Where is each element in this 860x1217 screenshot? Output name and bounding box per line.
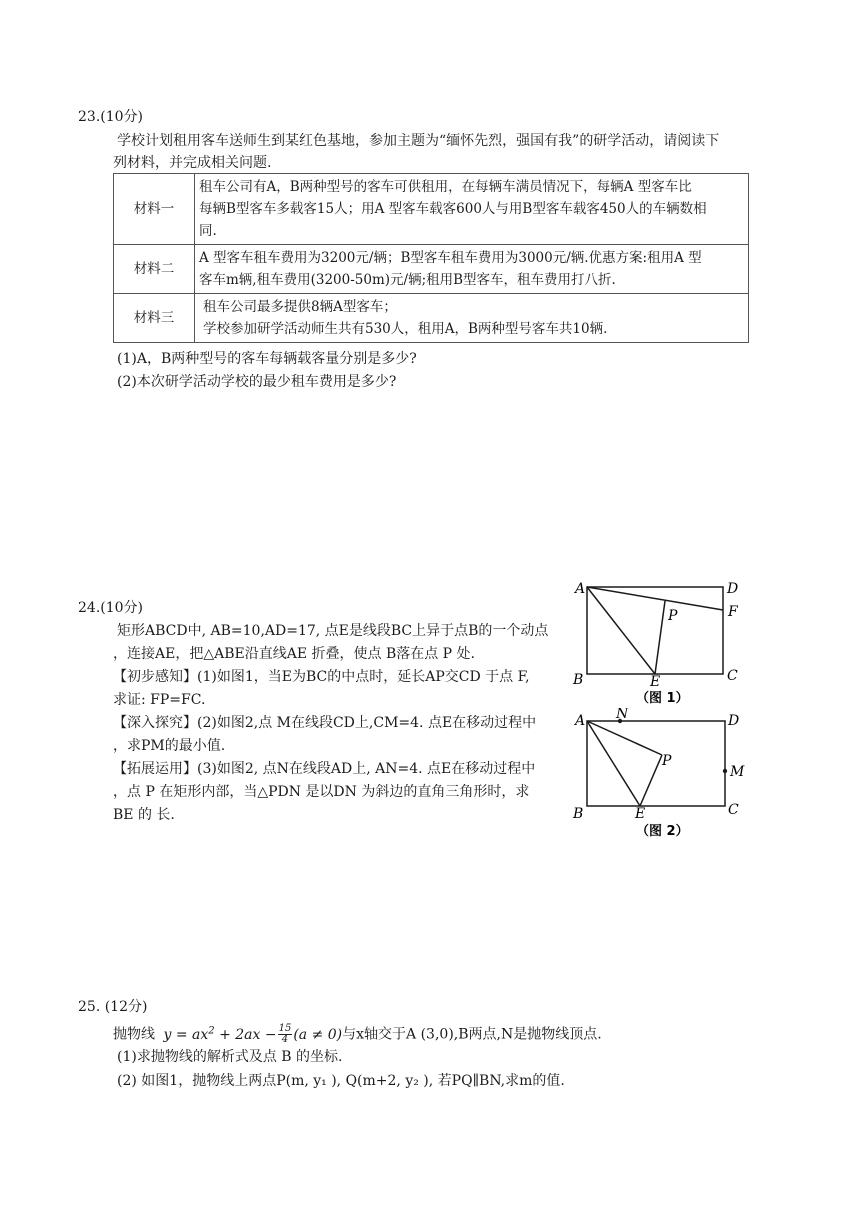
fig1-label-E: E xyxy=(650,674,661,690)
q24-line7: 【拓展运用】(3)如图2, 点N在线段AD上, AN=4. 点E在移动过程中 xyxy=(113,761,536,777)
material-content-1 xyxy=(195,174,749,245)
q23-sub1: (1)A，B两种型号的客车每辆载客量分别是多少? xyxy=(117,351,417,367)
q23-intro-line1: 学校计划租用客车送师生到某红色基地，参加主题为“缅怀先烈，强国有我”的研学活动，请阅读下 xyxy=(117,133,720,149)
q25-sub2: (2) 如图1，抛物线上两点P(m, y₁ ), Q(m+2, y₂ ), 若PQ∥BN,求m的值. xyxy=(117,1073,565,1089)
fig1-label-P: P xyxy=(668,608,678,624)
material-3-line1: 租车公司最多提供8辆A型客车； xyxy=(203,299,397,315)
material-row-3 xyxy=(114,294,749,343)
fig2-point-M xyxy=(723,769,727,773)
q24-line8: ，点 P 在矩形内部，当△PDN 是以DN 为斜边的直角三角形时，求 xyxy=(113,784,530,800)
q24-line3: 【初步感知】(1)如图1，当E为BC的中点时，延长AP交CD 于点 F, xyxy=(113,669,530,685)
q24-line2: ，连接AE，把△ABE沿直线AE 折叠，使点 B落在点 P 处. xyxy=(113,646,476,662)
q23-materials-table xyxy=(113,173,749,343)
material-2-line2: 客车m辆,租车费用(3200-50m)元/辆;租用B型客车，租车费用打八折. xyxy=(199,272,616,288)
q25-eq-square: 2 xyxy=(208,1025,215,1036)
fig2-rectangle xyxy=(587,721,725,806)
q23-intro-line2: 列材料，并完成相关问题. xyxy=(113,155,272,171)
q23-number: 23.(10分) xyxy=(78,109,144,125)
fig2-label-P: P xyxy=(662,753,672,769)
fig2-label-B: B xyxy=(573,806,584,822)
material-label-3: 材料三 xyxy=(114,294,195,343)
material-label-2: 材料二 xyxy=(114,245,195,294)
fig1-line-AE xyxy=(587,587,655,674)
fig1-label-F: F xyxy=(728,604,738,620)
fig2-label-C: C xyxy=(728,802,739,818)
fig2-label-A: A xyxy=(575,713,586,729)
q25-number: 25. (12分) xyxy=(78,999,148,1015)
material-content-3 xyxy=(195,294,749,343)
material-1-line1: 租车公司有A，B两种型号的客车可供租用，在每辆车满员情况下，每辆A 型客车比 xyxy=(199,179,692,195)
q25-line1-suffix: 与x轴交于A (3,0),B两点,N是抛物线顶点. xyxy=(342,1026,602,1043)
material-row-2 xyxy=(114,245,749,294)
q24-line5: 【深入探究】(2)如图2,点 M在线段CD上,CM=4. 点E在移动过程中 xyxy=(113,715,537,731)
figure-1 xyxy=(570,578,750,708)
q25-eq-y: y = ax xyxy=(163,1026,209,1043)
material-label-1: 材料一 xyxy=(114,174,195,245)
fig2-caption: （图 2） xyxy=(636,824,689,839)
fig1-line-AF xyxy=(587,587,723,610)
q24-line6: ，求PM的最小值. xyxy=(113,738,226,754)
fig1-label-B: B xyxy=(573,672,584,688)
fig2-label-E: E xyxy=(635,806,646,822)
fig1-rectangle xyxy=(587,587,723,674)
q25-equation xyxy=(163,1023,343,1046)
fig2-label-D: D xyxy=(728,713,740,729)
material-2-line1: A 型客车租车费用为3200元/辆；B型客车租车费用为3000元/辆.优惠方案:租用A 型 xyxy=(199,250,702,266)
fig1-line-PE xyxy=(655,601,665,674)
q25-eq-cond: (a ≠ 0) xyxy=(293,1026,343,1043)
fig2-line-PE xyxy=(640,755,662,806)
q25-fraction xyxy=(278,1024,293,1045)
q25-frac-num: 15 xyxy=(278,1023,292,1035)
figure-2 xyxy=(570,708,750,842)
q25-line1-prefix: 抛物线 xyxy=(113,1026,155,1043)
material-content-2 xyxy=(195,245,749,294)
fig2-label-N: N xyxy=(616,708,629,722)
material-1-line3: 同. xyxy=(199,223,217,239)
fig1-caption: （图 1） xyxy=(636,691,689,706)
material-3-line2: 学校参加研学活动师生共有530人，租用A，B两种型号客车共10辆. xyxy=(203,321,608,337)
fig1-label-C: C xyxy=(727,668,738,684)
q25-frac-den: 4 xyxy=(281,1034,289,1046)
q24-line9: BE 的 长. xyxy=(113,807,175,823)
q25-eq-mid: + 2ax − xyxy=(214,1026,277,1043)
q24-number: 24.(10分) xyxy=(78,600,144,616)
q23-sub2: (2)本次研学活动学校的最少租车费用是多少? xyxy=(117,374,397,390)
fig1-label-A: A xyxy=(575,581,586,597)
material-1-line2: 每辆B型客车多载客15人；用A 型客车载客600人与用B型客车载客450人的车辆数相 xyxy=(199,201,707,217)
fig1-label-D: D xyxy=(727,581,739,597)
q25-sub1: (1)求抛物线的解析式及点 B 的坐标. xyxy=(117,1049,343,1065)
q25-line1 xyxy=(113,1018,602,1048)
q24-line4: 求证: FP=FC. xyxy=(113,692,206,708)
material-row-1 xyxy=(114,174,749,245)
q24-line1: 矩形ABCD中, AB=10,AD=17, 点E是线段BC上异于点B的一个动点 xyxy=(117,623,549,639)
fig2-label-M: M xyxy=(730,764,745,780)
